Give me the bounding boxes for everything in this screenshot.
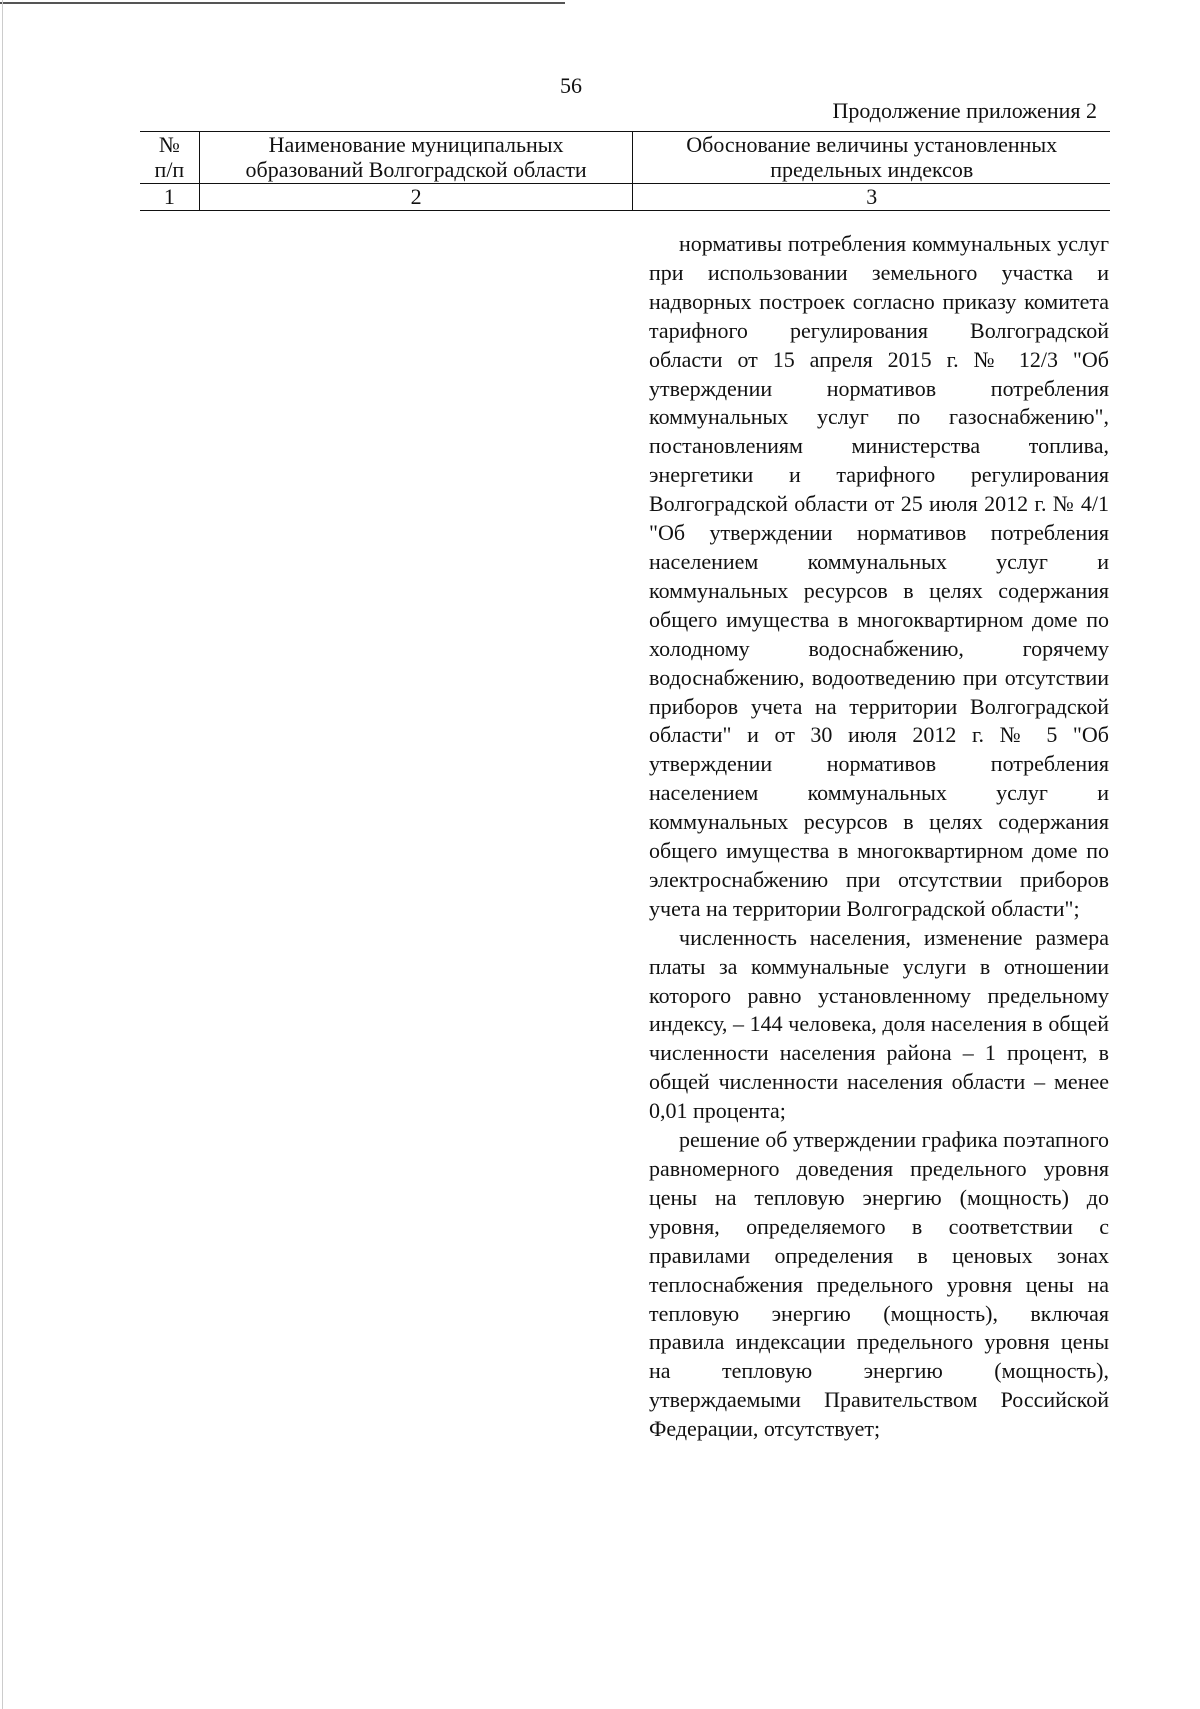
continuation-label: Продолжение приложения 2 xyxy=(832,98,1097,123)
scan-edge-left xyxy=(2,0,3,1709)
table-column-number-row xyxy=(140,184,1110,211)
header-cell-line: п/п xyxy=(154,157,185,182)
scan-edge-top xyxy=(0,2,565,4)
justification-text xyxy=(649,230,1109,1444)
page-number: 56 xyxy=(560,73,582,98)
paragraph: численность населения, изменение размера платы за коммунальные услуги в отношении которого равно установленному предельному индексу, – 144 человека, доля населения в общей численности населения района – 1 процент, в общей численности населения области – менее 0,01 процента; xyxy=(649,924,1109,1124)
column-number: 1 xyxy=(140,184,199,211)
header-cell-justification xyxy=(633,132,1110,184)
header-cell-line: № xyxy=(158,132,180,157)
table-header-row xyxy=(140,132,1110,184)
header-cell-line: образований Волгоградской области xyxy=(245,157,587,182)
header-cell-number xyxy=(140,132,199,184)
header-cell-line: Обоснование величины установленных xyxy=(686,132,1058,157)
header-table xyxy=(140,131,1110,211)
header-cell-line: предельных индексов xyxy=(770,157,974,182)
header-cell-municipality xyxy=(199,132,633,184)
column-number: 2 xyxy=(199,184,633,211)
header-cell-line: Наименование муниципальных xyxy=(268,132,564,157)
paragraph: нормативы потребления коммунальных услуг при использовании земельного участка и надворных построек согласно приказу комитета тарифного регулирования Волгоградской области от 15 апреля 2015 г. № 12/3 "Об утверждении нормативов потребления коммунальных услуг по газоснабжению", постановлениям министерства топлива, энергетики и тарифного регулирования Волгоградской области от 25 июля 2012 г. № 4/1 "Об утверждении нормативов потребления населением коммунальных услуг и коммунальных ресурсов в целях содержания общего имущества в многоквартирном доме по холодному водоснабжению, горячему водоснабжению, водоотведению при отсутствии приборов учета на территории Волгоградской области" и от 30 июля 2012 г. № 5 "Об утверждении нормативов потребления населением коммунальных услуг и коммунальных ресурсов в целях содержания общего имущества в многоквартирном доме по электроснабжению при отсутствии приборов учета на территории Волгоградской области"; xyxy=(649,231,1109,921)
paragraph: решение об утверждении графика поэтапного равномерного доведения предельного уровня цены на тепловую энергию (мощность) до уровня, определяемого в соответствии с правилами определения в ценовых зонах теплоснабжения предельного уровня цены на тепловую энергию (мощность), включая правила индексации предельного уровня цены на тепловую энергию (мощность), утверждаемыми Правительством Российской Федерации, отсутствует; xyxy=(649,1127,1109,1442)
column-number: 3 xyxy=(633,184,1110,211)
